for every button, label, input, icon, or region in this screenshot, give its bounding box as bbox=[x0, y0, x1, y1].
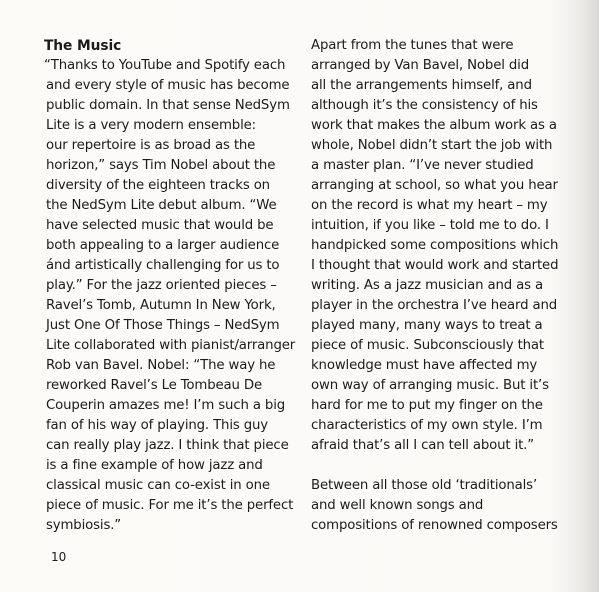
text-line: and every style of music has become bbox=[46, 78, 290, 93]
text-line: both appealing to a larger audience bbox=[46, 238, 280, 253]
right-column-text bbox=[311, 36, 565, 456]
text-line: knowledge must have affected my bbox=[311, 358, 538, 373]
text-line: hard for me to put my finger on the bbox=[311, 398, 543, 413]
text-line: Ravel’s Tomb, Autumn In New York, bbox=[46, 298, 276, 313]
text-line: characteristics of my own style. I’m bbox=[311, 418, 543, 433]
text-line: own way of arranging music. But it’s bbox=[311, 378, 549, 393]
text-line: diversity of the eighteen tracks on bbox=[46, 178, 270, 193]
text-line: played many, many ways to treat a bbox=[311, 318, 543, 333]
text-line: compositions of renowned composers bbox=[311, 518, 558, 533]
text-line: horizon,” says Tim Nobel about the bbox=[46, 158, 276, 173]
text-line: all the arrangements himself, and bbox=[311, 78, 532, 93]
left-column bbox=[44, 36, 300, 536]
text-line: piece of music. Subconsciously that bbox=[311, 338, 544, 353]
text-line: arranged by Van Bavel, Nobel did bbox=[311, 58, 529, 73]
text-line: Couperin amazes me! I’m such a big bbox=[46, 398, 286, 413]
section-heading: The Music bbox=[44, 38, 122, 54]
right-column bbox=[311, 36, 565, 536]
text-line: a master plan. “I’ve never studied bbox=[311, 158, 534, 173]
text-line: public domain. In that sense NedSym bbox=[46, 98, 290, 113]
text-line: I thought that would work and started bbox=[311, 258, 559, 273]
text-line: piece of music. For me it’s the perfect bbox=[46, 498, 294, 513]
text-line: and well known songs and bbox=[311, 498, 484, 513]
text-line: fan of his way of playing. This guy bbox=[46, 418, 269, 433]
text-line: “Thanks to YouTube and Spotify each bbox=[44, 58, 286, 73]
text-line: although it’s the consistency of his bbox=[311, 98, 538, 113]
text-line: Just One Of Those Things – NedSym bbox=[46, 318, 280, 333]
text-line: classical music can co-exist in one bbox=[46, 478, 270, 493]
text-line: Lite is a very modern ensemble: bbox=[46, 118, 256, 133]
text-line: handpicked some compositions which bbox=[311, 238, 559, 253]
text-line: writing. As a jazz musician and as a bbox=[311, 278, 544, 293]
text-line: play.” For the jazz oriented pieces – bbox=[46, 278, 277, 293]
text-line: work that makes the album work as a bbox=[311, 118, 557, 133]
page-number: 10 bbox=[51, 550, 67, 564]
text-line: afraid that’s all I can tell about it.” bbox=[311, 438, 534, 453]
text-line: whole, Nobel didn’t start the job with bbox=[311, 138, 553, 153]
text-line: intuition, if you like – told me to do. I bbox=[311, 218, 549, 233]
text-line: player in the orchestra I’ve heard and bbox=[311, 298, 558, 313]
text-line: Rob van Bavel. Nobel: “The way he bbox=[46, 358, 276, 373]
text-line: symbiosis.” bbox=[46, 518, 122, 533]
text-line: can really play jazz. I think that piece bbox=[46, 438, 289, 453]
text-line: Between all those old ‘traditionals’ bbox=[311, 478, 538, 493]
text-line: our repertoire is as broad as the bbox=[46, 138, 256, 153]
left-column-text bbox=[44, 56, 300, 536]
right-column-text-continued bbox=[311, 476, 565, 536]
paragraph-gap bbox=[311, 456, 565, 476]
text-line: the NedSym Lite debut album. “We bbox=[46, 198, 277, 213]
text-line: reworked Ravel’s Le Tombeau De bbox=[46, 378, 263, 393]
text-line: ánd artistically challenging for us to bbox=[46, 258, 280, 273]
text-line: arranging at school, so what you hear bbox=[311, 178, 558, 193]
text-line: Lite collaborated with pianist/arranger bbox=[46, 338, 296, 353]
text-line: is a fine example of how jazz and bbox=[46, 458, 263, 473]
text-line: have selected music that would be bbox=[46, 218, 274, 233]
text-line: on the record is what my heart – my bbox=[311, 198, 548, 213]
text-line: Apart from the tunes that were bbox=[311, 38, 514, 53]
